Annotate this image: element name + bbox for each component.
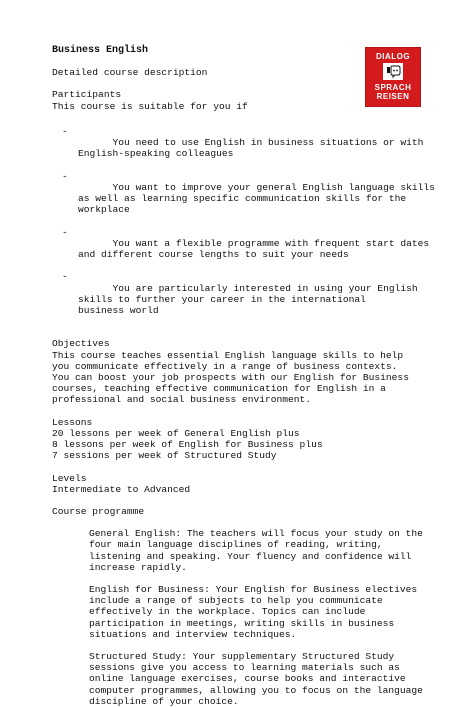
objectives-line: you communicate effectively in a range of business contexts. (52, 360, 398, 372)
document-subtitle: Detailed course description (52, 67, 208, 79)
lessons-line: 7 sessions per week of Structured Study (52, 450, 277, 462)
lessons-line: 20 lessons per week of General English plus (52, 427, 300, 439)
english-for-business-paragraph: English for Business: Your English for Business electives include a range of subjects to help you communicate effectively in the workplace. Topics can include participation in meetings, writing skills in business situations and interview techniques. (89, 583, 418, 640)
bullet-dash: - (62, 271, 68, 283)
objectives-line: professional and social business environment. (52, 394, 312, 406)
participants-list-item: - You want a flexible programme with frequent start dates and different course lengths to suit your needs (62, 226, 430, 261)
logo-middle-word: SPRACH (374, 83, 412, 92)
participants-list-item: - You want to improve your general English language skills as well as learning specific communication skills for the workplace (62, 170, 435, 216)
lessons-line: 8 lessons per week of English for Business plus (52, 439, 323, 451)
logo-bottom-word: REISEN (376, 92, 410, 101)
objectives-line: courses, teaching effective communication for English in a (52, 383, 386, 395)
document-page (52, 45, 435, 707)
participants-intro: This course is suitable for you if (52, 100, 248, 112)
course-programme-heading: Course programme (52, 505, 145, 517)
document-title: Business English (52, 45, 149, 56)
lessons-heading: Lessons (52, 416, 93, 428)
logo-top-word: DIALOG (375, 52, 411, 61)
participants-list-item: - You are particularly interested in using your English skills to further your career in the international business world (62, 271, 418, 317)
bullet-dash: - (62, 125, 68, 137)
structured-study-paragraph: Structured Study: Your supplementary Structured Study sessions give you access to learning materials such as online language exercises, course books and interactive computer programmes, allowing you to focus on the language discipline of your choice. (89, 650, 423, 707)
levels-value: Intermediate to Advanced (52, 483, 191, 495)
objectives-line: This course teaches essential English language skills to help (52, 349, 404, 361)
bullet-dash: - (62, 170, 68, 182)
participants-list-item: - You need to use English in business situations or with English-speaking colleagues (62, 125, 424, 160)
participants-heading: Participants (52, 89, 122, 101)
bullet-dash: - (62, 226, 68, 238)
general-english-paragraph: General English: The teachers will focus your study on the four main language disciplines of reading, writing, listening and speaking. Your fluency and confidence will increase rapidly. (89, 528, 423, 573)
objectives-line: You can boost your job prospects with our English for Business (52, 372, 409, 384)
objectives-heading: Objectives (52, 338, 110, 350)
levels-heading: Levels (52, 472, 87, 484)
participants-list (52, 125, 435, 328)
